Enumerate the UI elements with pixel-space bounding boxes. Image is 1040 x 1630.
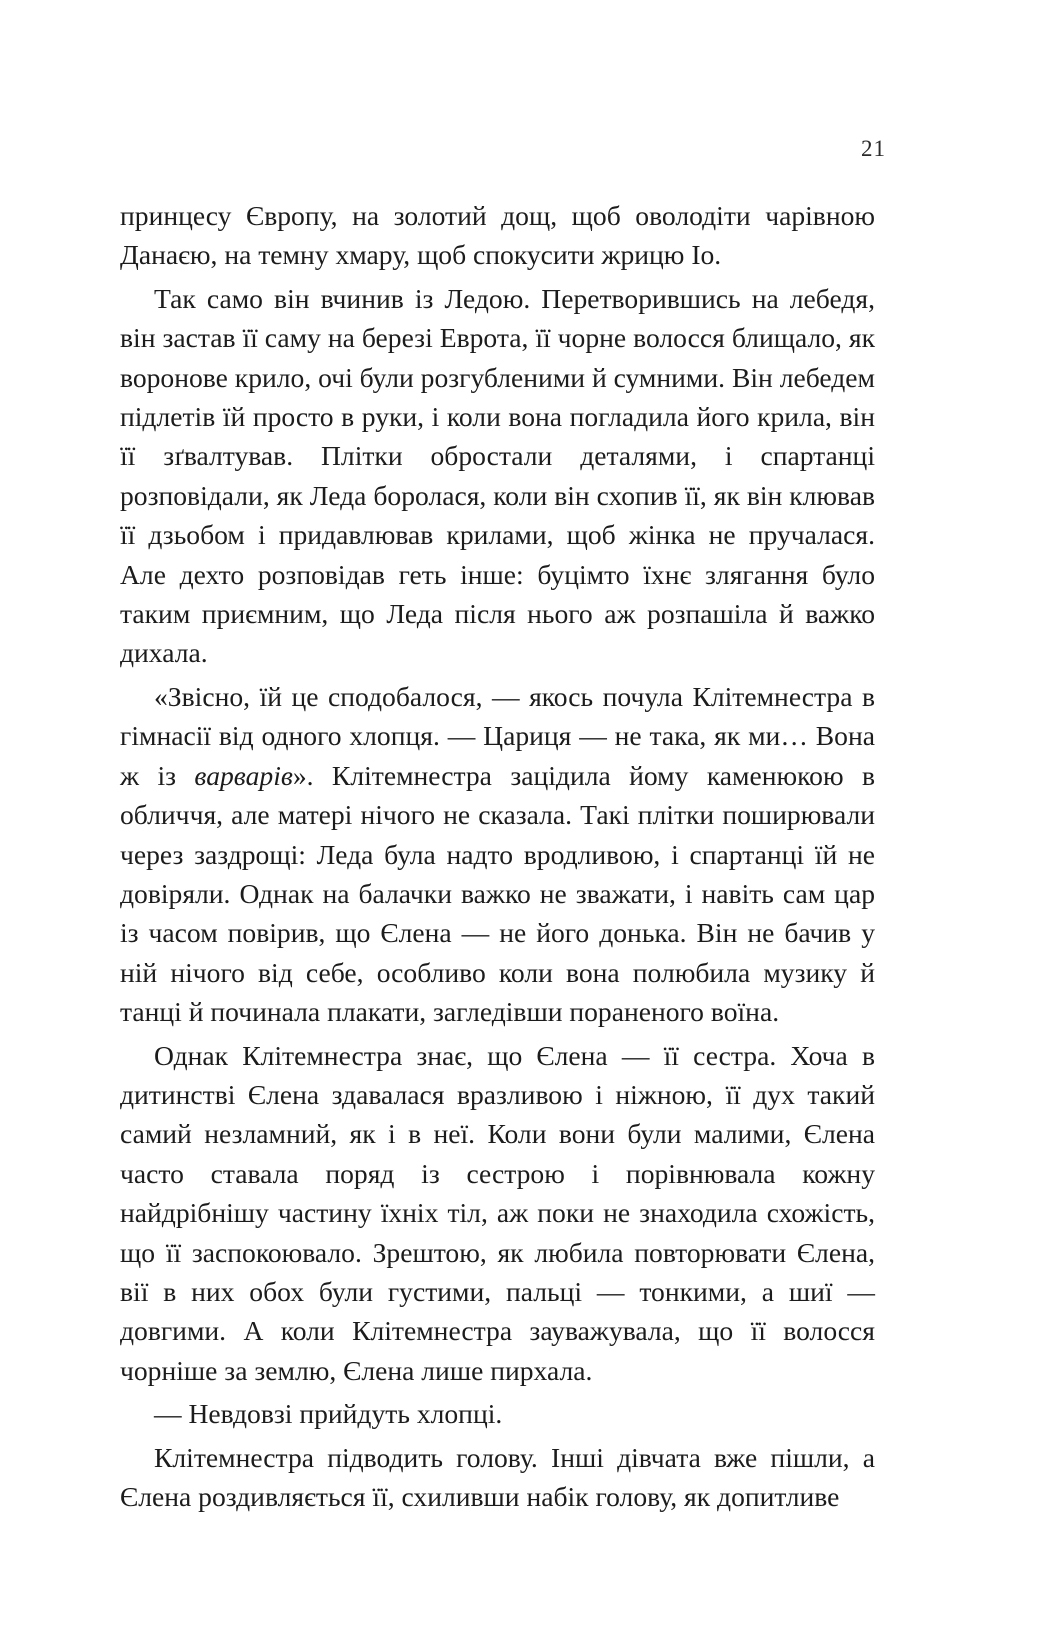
page-number: 21 [861,136,886,161]
paragraph-3 [120,677,875,1032]
paragraph-3-start: «Звісно, їй це сподобалося, — якось почула Клітемнестра в гімнасії від одного хлопця. — Цариця — не така, як ми… Вона ж із [120,680,875,791]
paragraph-2: Так само він вчинив із Ледою. Перетворившись на лебедя, він застав її саму на березі Еврота, її чорне волосся блищало, як воронове крило, очі були розгубленими й сумними. Він лебедем підлетів їй просто в руки, і коли вона погладила його крила, він її зґвалтував. Плітки обростали деталями, і спартанці розповідали, як Леда боролася, коли він схопив її, як він клював її дзьобом і придавлював крилами, щоб жінка не пручалася. Але дехто розповідав геть інше: буцімто їхнє злягання було таким приємним, що Леда після нього аж розпашіла й важко дихала. [120,282,876,669]
paragraph-1: принцесу Європу, на золотий дощ, щоб оволодіти чарівною Данаєю, на темну хмару, щоб спокусити жрицю Іо. [120,200,875,271]
paragraph-3-end: ». Клітемнестра зацідила йому каменюкою в обличчя, але матері нічого не сказала. Такі плітки поширювали через заздрощі: Леда була надто вродливою, і спартанці їй не довіряли. Однак на балачки важко не зважати, і навіть сам цар із часом повірив, що Єлена — не його донька. Він не бачив у ній нічого від себе, особливо коли вона полюбила музику й танці й починала плакати, загледівши пораненого воїна. [120,759,875,1028]
paragraph-6: Клітемнестра підводить голову. Інші дівчата вже пішли, а Єлена роздивляється її, схиливши набік голову, як допитливе [120,1441,875,1512]
paragraph-5-dialogue: — Невдовзі прийдуть хлопці. [154,1398,503,1430]
body-text [120,196,875,1520]
italic-word: варварів [194,759,293,791]
paragraph-4: Однак Клітемнестра знає, що Єлена — її сестра. Хоча в дитинстві Єлена здавалася вразливою і ніжною, її дух такий самий незламний, як і в неї. Коли вони були малими, Єлена часто ставала поряд із сестрою і порівнювала кожну найдрібнішу частину їхніх тіл, аж поки не знаходила схожість, що її заспокоювало. Зрештою, як любила повторювати Єлена, вії в них обох були густими, пальці — тонкими, а шиї — довгими. А коли Клітемнестра зауважувала, що її волосся чорніше за землю, Єлена лише пирхала. [120,1039,875,1386]
